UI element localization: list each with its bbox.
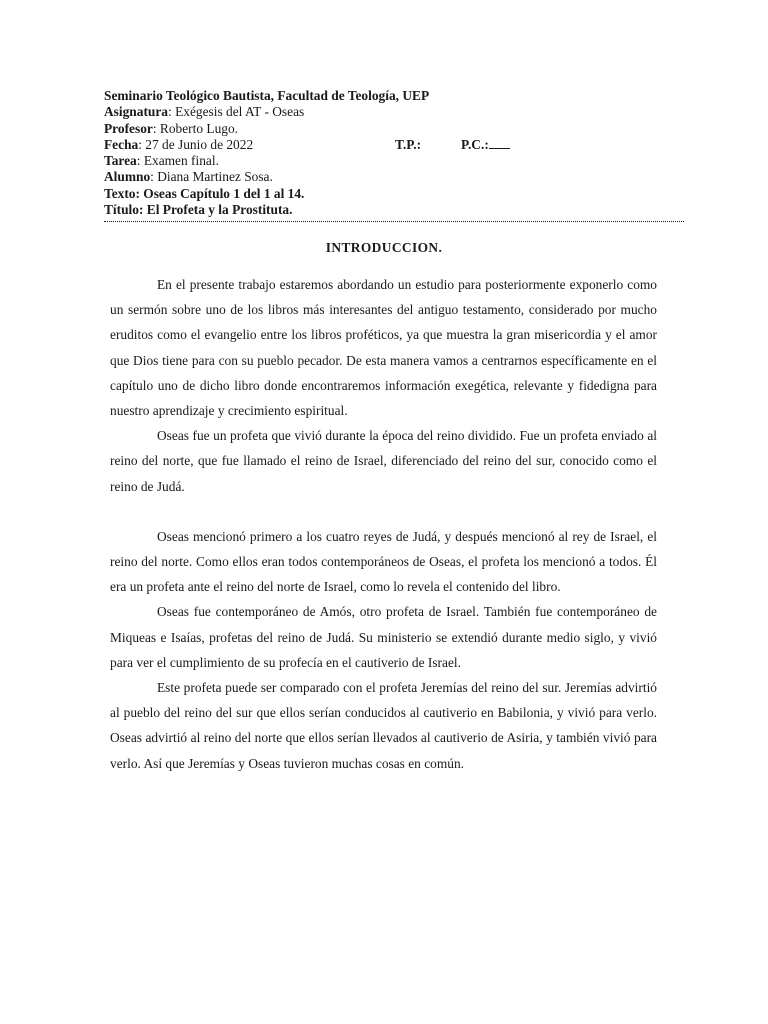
tarea-value: : Examen final. (136, 153, 219, 169)
texto-line (104, 186, 684, 202)
pc-label: P.C.: (461, 136, 489, 152)
asignatura-line (104, 104, 684, 120)
asignatura-label: Asignatura (104, 104, 168, 120)
texto-reference: Texto: Oseas Capítulo 1 del 1 al 14. (104, 185, 305, 201)
tp-label: T.P.: (395, 136, 422, 152)
titulo-text: Título: El Profeta y la Prostituta. (104, 202, 293, 218)
titulo-line (104, 202, 684, 218)
pc-blank-line (489, 137, 510, 149)
paragraph-1: En el presente trabajo estaremos abordando un estudio para posteriormente exponerlo como un sermón sobre uno de los libros más interesantes del antiguo testamento, considerado por mucho eruditos como el evangelio entre los libros proféticos, ya que muestra la gran misericordia y el amor que Dios tiene para con su pueblo pecador. De esta manera vamos a centrarnos específicamente en el capítulo uno de dicho libro donde encontraremos información exegética, relevante y fidedigna para nuestro aprendizaje y crecimiento espiritual. (110, 277, 657, 419)
section-heading: INTRODUCCION. (325, 240, 443, 255)
alumno-line (104, 169, 684, 185)
document-header (104, 88, 684, 218)
asignatura-value: : Exégesis del AT - Oseas (168, 104, 305, 120)
header-divider (104, 221, 684, 222)
profesor-value: : Roberto Lugo. (152, 120, 239, 136)
paragraph-5: Este profeta puede ser comparado con el profeta Jeremías del reino del sur. Jeremías advirtió al pueblo del reino del sur que ellos serían conducidos al cautiverio en Babilonia, y vivió para verlo. Oseas advirtió al reino del norte que ellos serían llevados al cautiverio de Asiria, y también vivió para verlo. Así que Jeremías y Oseas tuvieron muchas cosas en común. (110, 680, 657, 771)
paragraph-3: Oseas mencionó primero a los cuatro reyes de Judá, y después mencionó al rey de Israel, el reino del norte. Como ellos eran todos contemporáneos de Oseas, el profeta los mencionó a todos. Él era un profeta ante el reino del norte de Israel, como lo revela el contenido del libro. (110, 528, 657, 595)
institution-line (104, 88, 684, 104)
paragraph-4: Oseas fue contemporáneo de Amós, otro profeta de Israel. También fue contemporáneo de Miqueas e Isaías, profetas del reino de Judá. Su ministerio se extendió durante medio siglo, y vivió para ver el cumplimiento de su profecía en el cautiverio de Israel. (110, 604, 657, 670)
tarea-line (104, 153, 684, 169)
alumno-value: : Diana Martinez Sosa. (150, 169, 273, 185)
fecha-line (104, 137, 684, 153)
pc-field (461, 137, 510, 153)
profesor-label: Profesor (104, 120, 153, 136)
tarea-label: Tarea (104, 153, 137, 169)
paragraph-2: Oseas fue un profeta que vivió durante la época del reino dividido. Fue un profeta enviado al reino del norte, que fue llamado el reino de Israel, diferenciado del reino del sur, conocido como el reino de Judá. (110, 428, 657, 494)
document-body (110, 272, 657, 776)
institution-name: Seminario Teológico Bautista, Facultad de Teología, UEP (104, 88, 430, 103)
fecha-value: : 27 de Junio de 2022 (138, 136, 254, 152)
alumno-label: Alumno (104, 169, 151, 185)
fecha-label: Fecha (104, 136, 139, 152)
profesor-line (104, 121, 684, 137)
